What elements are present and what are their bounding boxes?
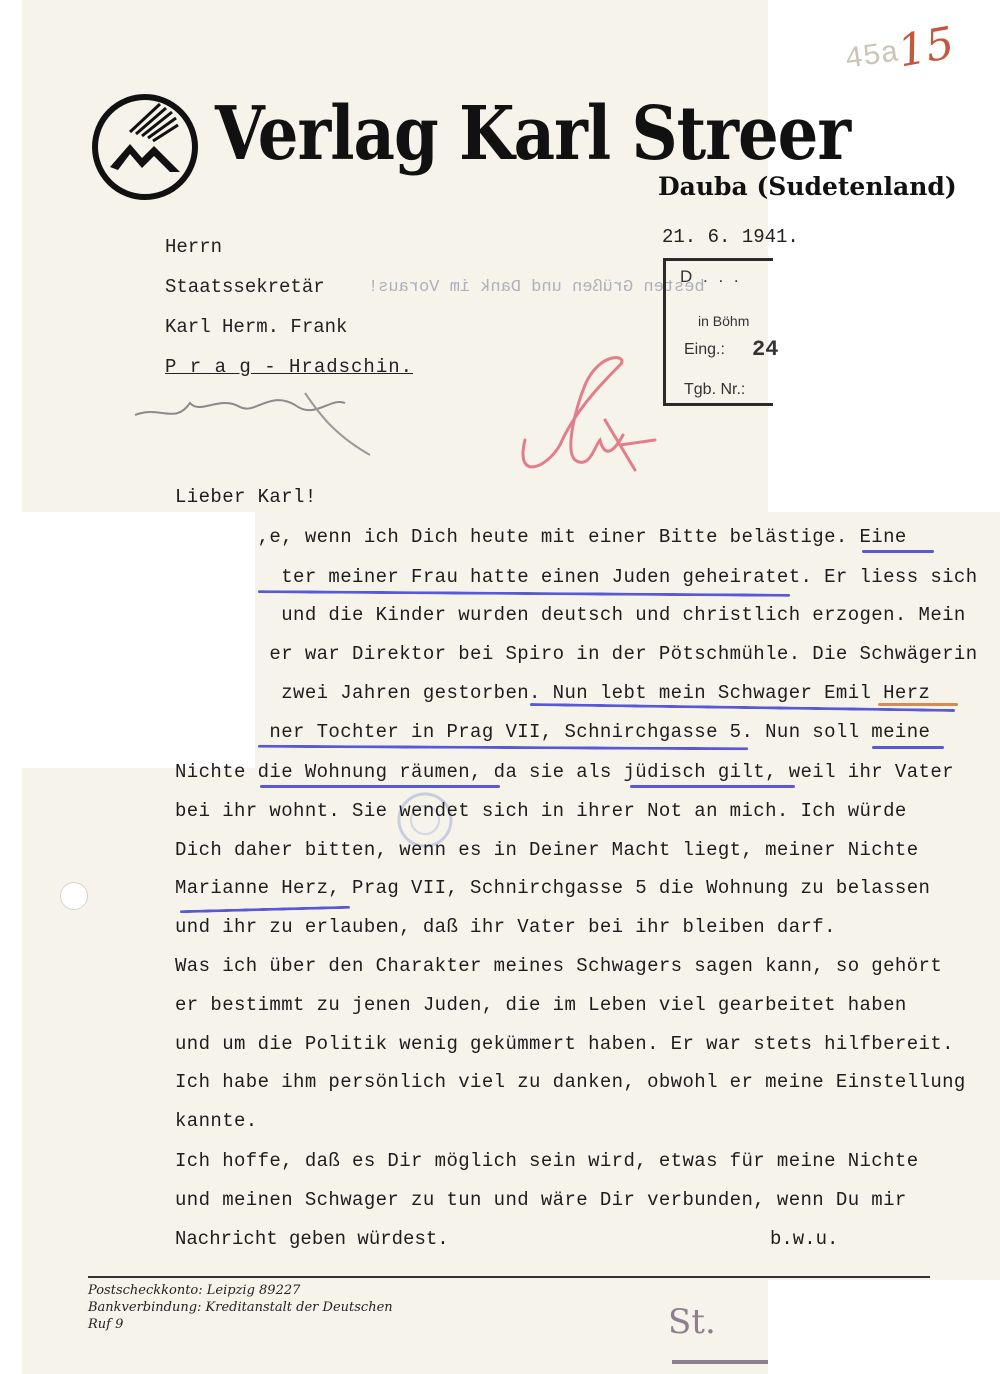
stamp-header: D . . .: [680, 267, 742, 286]
publisher-name: Verlag Karl Streer: [215, 91, 851, 178]
addressee-line: Staatssekretär: [165, 276, 325, 298]
addressee-line: P r a g - Hradschin.: [165, 356, 414, 378]
bottom-stamp: St.: [668, 1302, 716, 1342]
body-line: und meinen Schwager zu tun und wäre Dir verbunden, wenn Du mir: [175, 1189, 907, 1211]
pencil-signature: [130, 385, 390, 465]
footer-bank: Bankverbindung: Kreditanstalt der Deutschen: [88, 1300, 393, 1315]
body-line: Marianne Herz, Prag VII, Schnirchgasse 5 die Wohnung zu belassen: [175, 877, 931, 899]
show-through-text: besten Grüßen und Dank im Voraus!: [368, 278, 705, 297]
blue-underline: [260, 785, 500, 788]
body-line: Nichte die Wohnung räumen, da sie als jüdisch gilt, weil ihr Vater: [175, 761, 954, 783]
bottom-stamp-rule: [672, 1360, 768, 1364]
closing-line: [175, 1228, 839, 1250]
body-line: er war Direktor bei Spiro in der Pötschmühle. Die Schwägerin: [175, 643, 978, 665]
body-line: er bestimmt zu jenen Juden, die im Leben viel gearbeitet haben: [175, 994, 907, 1016]
footer-phone: Ruf 9: [88, 1317, 124, 1332]
footer-rule: [88, 1276, 930, 1278]
body-line: ter meiner Frau hatte einen Juden geheiratet. Er liess sich: [175, 566, 978, 588]
closing-text: Nachricht geben würdest.: [175, 1228, 449, 1250]
addressee-line: Karl Herm. Frank: [165, 316, 348, 338]
body-line: ner Tochter in Prag VII, Schnirchgasse 5. Nun soll meine: [175, 721, 931, 743]
blue-underline: [630, 785, 795, 788]
publisher-logo: [90, 92, 200, 202]
stamp-received-value: 24: [752, 337, 779, 362]
body-line: und ihr zu erlauben, daß ihr Vater bei ihr bleiben darf.: [175, 916, 836, 938]
body-line: und die Kinder wurden deutsch und christlich erzogen. Mein: [175, 604, 966, 626]
closing-initials: b.w.u.: [770, 1228, 839, 1250]
body-line: ,e, wenn ich Dich heute mit einer Bitte belästige. Eine: [175, 526, 907, 548]
addressee-line: Herrn: [165, 236, 223, 258]
archive-number: 15: [893, 17, 959, 78]
punch-hole: [60, 882, 88, 910]
body-line: Dich daher bitten, wenn es in Deiner Macht liegt, meiner Nichte: [175, 839, 919, 861]
stamp-location: in Böhm: [698, 313, 750, 329]
body-line: kannte.: [175, 1110, 258, 1132]
body-line: Ich habe ihm persönlich viel zu danken, obwohl er meine Einstellung: [175, 1071, 966, 1093]
orange-underline: [878, 703, 958, 706]
body-line: zwei Jahren gestorben. Nun lebt mein Schwager Emil Herz: [175, 682, 931, 704]
body-line: und um die Politik wenig gekümmert haben. Er war stets hilfbereit.: [175, 1033, 954, 1055]
salutation: Lieber Karl!: [175, 486, 317, 508]
blue-underline: [872, 746, 944, 749]
body-line: Ich hoffe, daß es Dir möglich sein wird, etwas für meine Nichte: [175, 1150, 919, 1172]
stamp-journal-label: Tgb. Nr.:: [684, 381, 746, 398]
blue-underline: [862, 550, 934, 553]
red-pencil-signature: [505, 350, 665, 490]
body-line: Was ich über den Charakter meines Schwagers sagen kann, so gehört: [175, 955, 943, 977]
archive-faint-mark: 45a: [842, 36, 902, 78]
receipt-stamp: [663, 258, 779, 406]
footer-postal-account: Postscheckkonto: Leipzig 89227: [88, 1283, 301, 1298]
publisher-place: Dauba (Sudetenland): [658, 172, 957, 201]
stamp-received-label: Eing.:: [684, 341, 725, 358]
letter-date: 21. 6. 1941.: [662, 226, 799, 248]
body-line: bei ihr wohnt. Sie wendet sich in ihrer Not an mich. Ich würde: [175, 800, 907, 822]
